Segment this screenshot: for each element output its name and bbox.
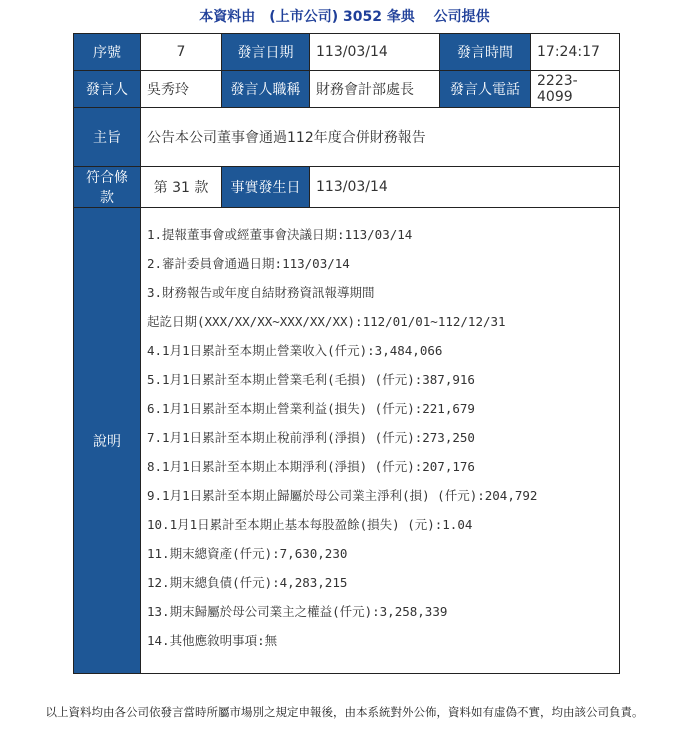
time-label: 發言時間 — [440, 34, 531, 71]
announcement-table — [73, 33, 620, 674]
explain-label: 說明 — [74, 208, 141, 674]
subject-label: 主旨 — [74, 108, 141, 167]
row-clause — [74, 167, 620, 208]
phone-label: 發言人電話 — [440, 71, 531, 108]
explain-line: 11.期末總資產(仟元):7,630,230 — [147, 546, 348, 561]
row-speaker — [74, 71, 620, 108]
fact-date-label: 事實發生日 — [222, 167, 310, 208]
seq-value: 7 — [141, 34, 222, 71]
explain-lines — [147, 214, 613, 667]
explain-body — [141, 208, 620, 674]
fact-date-value: 113/03/14 — [310, 167, 620, 208]
row-explain — [74, 208, 620, 674]
explain-line: 6.1月1日累計至本期止營業利益(損失) (仟元):221,679 — [147, 401, 475, 416]
date-value: 113/03/14 — [310, 34, 440, 71]
explain-line: 5.1月1日累計至本期止營業毛利(毛損) (仟元):387,916 — [147, 372, 475, 387]
date-label: 發言日期 — [222, 34, 310, 71]
explain-line: 起訖日期(XXX/XX/XX~XXX/XX/XX):112/01/01~112/12/31 — [147, 314, 506, 329]
speaker-value: 吳秀玲 — [141, 71, 222, 108]
disclaimer-footer: 以上資料均由各公司依發言當時所屬市場別之規定申報後，由本系統對外公佈，資料如有虛偽不實，均由該公司負責。 — [45, 705, 644, 719]
row-seq-date-time — [74, 34, 620, 71]
explain-line: 12.期末總負債(仟元):4,283,215 — [147, 575, 348, 590]
speaker-title-label: 發言人職稱 — [222, 71, 310, 108]
explain-line: 1.提報董事會或經董事會決議日期:113/03/14 — [147, 227, 413, 242]
explain-line: 9.1月1日累計至本期止歸屬於母公司業主淨利(損) (仟元):204,792 — [147, 488, 538, 503]
explain-line: 8.1月1日累計至本期止本期淨利(淨損) (仟元):207,176 — [147, 459, 475, 474]
explain-line: 14.其他應敘明事項:無 — [147, 633, 278, 648]
speaker-title-value: 財務會計部處長 — [310, 71, 440, 108]
subject-value: 公告本公司董事會通過112年度合併財務報告 — [141, 108, 620, 167]
clause-value: 第 31 款 — [141, 167, 222, 208]
speaker-label: 發言人 — [74, 71, 141, 108]
page-title: 本資料由 (上市公司) 3052 夆典 公司提供 — [199, 9, 490, 25]
explain-line: 7.1月1日累計至本期止稅前淨利(淨損) (仟元):273,250 — [147, 430, 475, 445]
seq-label: 序號 — [74, 34, 141, 71]
clause-label: 符合條款 — [74, 167, 141, 208]
explain-line: 13.期末歸屬於母公司業主之權益(仟元):3,258,339 — [147, 604, 448, 619]
explain-line: 3.財務報告或年度自結財務資訊報導期間 — [147, 285, 375, 300]
time-value: 17:24:17 — [531, 34, 620, 71]
row-subject — [74, 108, 620, 167]
phone-value: 2223-4099 — [531, 71, 620, 108]
explain-line: 2.審計委員會通過日期:113/03/14 — [147, 256, 350, 271]
explain-line: 4.1月1日累計至本期止營業收入(仟元):3,484,066 — [147, 343, 443, 358]
explain-line: 10.1月1日累計至本期止基本每股盈餘(損失) (元):1.04 — [147, 517, 473, 532]
